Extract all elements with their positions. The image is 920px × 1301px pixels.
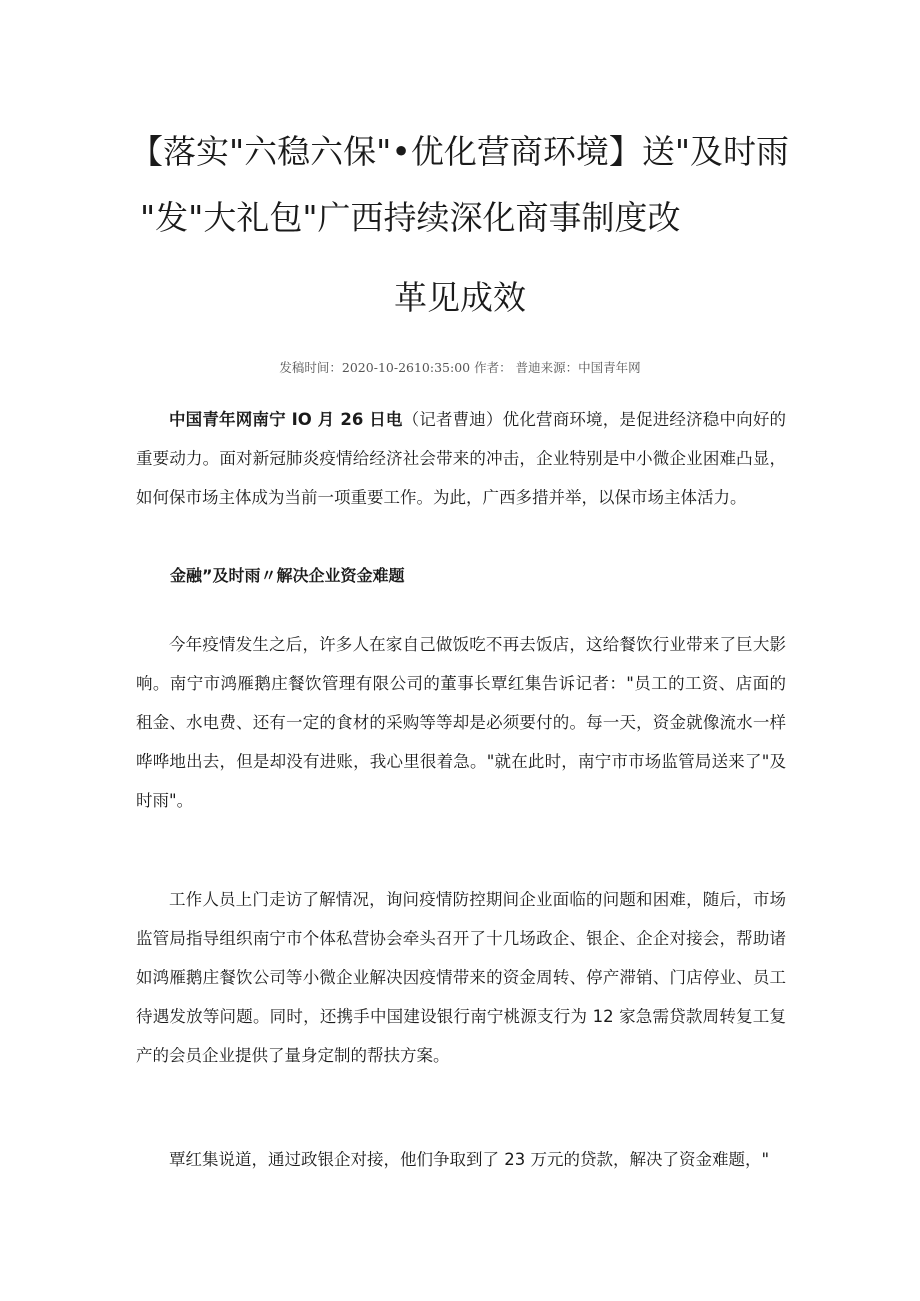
section-heading: 金融”及时雨〃解决企业资金难题 xyxy=(170,566,405,585)
lead-text: （记者曹迪）优化营商环境，是促进经济稳中向好的重要动力。面对新冠肺炎疫情给经济社会带来的冲击，企业特别是中小微企业困难凸显，如何保市场主体成为当前一项重要工作。为此，广西多措并举，以保市场主体活力。 xyxy=(136,410,786,507)
article-title-line-2: "发"大礼包"广西持续深化商事制度改 xyxy=(140,198,681,237)
body-paragraph-3: 工作人员上门走访了解情况，询问疫情防控期间企业面临的问题和困难，随后，市场监管局指导组织南宁市个体私营协会牵头召开了十几场政企、银企、企企对接会，帮助诸如鸿雁鹅庄餐饮公司等小微企业解决因疫情带来的资金周转、停产滞销、门店停业、员工待遇发放等问题。同时，还携手中国建设银行南宁桃源支行为 12 家急需贷款周转复工复产的会员企业提供了量身定制的帮扶方案。 xyxy=(136,890,786,1065)
lead-paragraph xyxy=(136,400,786,517)
article-title-line-1: 【落实"六稳六保"•优化营商环境】送"及时雨 xyxy=(130,132,790,171)
body-paragraph-2: 今年疫情发生之后，许多人在家自己做饭吃不再去饭店，这给餐饮行业带来了巨大影响。南宁市鸿雁鹅庄餐饮管理有限公司的董事长覃红集告诉记者："员工的工资、店面的租金、水电费、还有一定的食材的采购等等却是必须要付的。每一天，资金就像流水一样哗哗地出去，但是却没有进账，我心里很着急。"就在此时，南宁市市场监管局送来了"及时雨"。 xyxy=(136,635,786,810)
article-meta: 发稿时间：2020-10-2610:35:00 作者： 普迪来源：中国青年网 xyxy=(279,360,641,375)
body-paragraph-4: 覃红集说道，通过政银企对接，他们争取到了 23 万元的贷款，解决了资金难题，" xyxy=(169,1150,770,1169)
article-title-line-3: 革见成效 xyxy=(394,278,526,317)
lead-dateline: 中国青年网南宁 IO 月 26 日电 xyxy=(169,410,403,429)
